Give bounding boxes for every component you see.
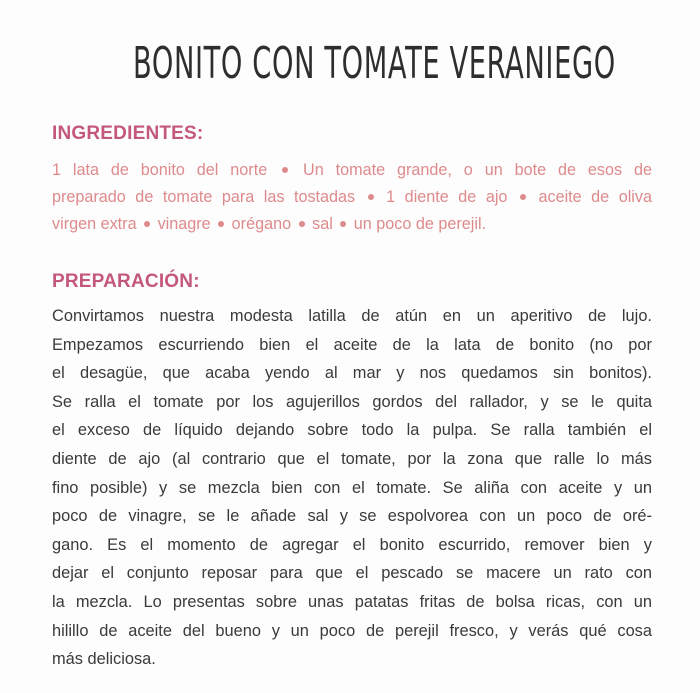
- ingredient-item: un poco de perejil.: [353, 215, 487, 233]
- ingredient-item: orégano: [231, 215, 292, 233]
- bullet-icon: [340, 221, 346, 227]
- preparation-line: Se ralla el tomate por los agujerillos gordos del rallador, y se le quita: [52, 392, 652, 411]
- ingredients-line: [52, 157, 652, 184]
- bullet-icon: [368, 194, 374, 200]
- bullet-icon: [520, 194, 526, 200]
- preparation-line: Convirtamos nuestra modesta latilla de atún en un aperitivo de lujo.: [52, 307, 652, 325]
- ingredient-item: sal: [312, 215, 333, 233]
- ingredients-line: [52, 184, 652, 211]
- ingredient-item: preparado de tomate para las tostadas: [52, 188, 356, 206]
- preparation-line: la mezcla. Lo presentas sobre unas patatas fritas de bolsa ricas, con un: [52, 592, 652, 611]
- ingredient-item: virgen extra: [52, 215, 137, 233]
- preparation-line: diente de ajo (al contrario que el tomate, por la zona que ralle lo más: [52, 449, 652, 468]
- ingredient-item: aceite de oliva: [538, 188, 652, 206]
- bullet-icon: [144, 221, 150, 227]
- ingredients-heading: INGREDIENTES:: [52, 123, 204, 144]
- preparation-line: poco de vinagre, se le añade sal y se espolvorea con un poco de oré-: [52, 507, 652, 526]
- preparation-line: el desagüe, que acaba yendo al mar y nos quedamos sin bonitos).: [52, 364, 652, 383]
- bullet-icon: [282, 167, 288, 173]
- recipe-title: BONITO CON TOMATE VERANIEGO: [133, 38, 616, 89]
- ingredient-item: 1 lata de bonito del norte: [52, 161, 268, 179]
- bullet-icon: [218, 221, 224, 227]
- preparation-line: más deliciosa.: [52, 650, 156, 669]
- preparation-line: gano. Es el momento de agregar el bonito escurrido, remover bien y: [52, 535, 652, 554]
- preparation-line: dejar el conjunto reposar para que el pescado se macere un rato con: [52, 564, 652, 583]
- ingredient-item: vinagre: [157, 215, 211, 233]
- ingredient-item: 1 diente de ajo: [386, 188, 508, 206]
- preparation-line: el exceso de líquido dejando sobre todo la pulpa. Se ralla también el: [52, 421, 652, 440]
- preparation-text: [52, 302, 652, 674]
- ingredients-list: [52, 157, 652, 238]
- preparation-line: Empezamos escurriendo bien el aceite de la lata de bonito (no por: [52, 335, 652, 354]
- bullet-icon: [299, 221, 305, 227]
- ingredients-line: [52, 211, 652, 238]
- preparation-heading: PREPARACIÓN:: [52, 271, 200, 292]
- ingredient-item: Un tomate grande, o un bote de esos de: [303, 161, 653, 179]
- preparation-line: hilillo de aceite del bueno y un poco de perejil fresco, y verás qué cosa: [52, 621, 652, 640]
- preparation-line: fino posible) y se mezcla bien con el tomate. Se aliña con aceite y un: [52, 478, 652, 497]
